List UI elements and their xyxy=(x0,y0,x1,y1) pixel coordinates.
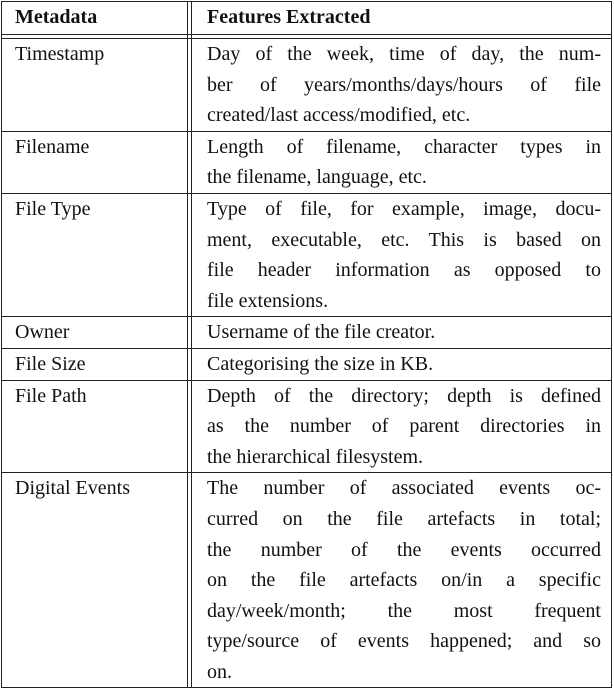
features-cell xyxy=(191,194,612,317)
metadata-cell: Timestamp xyxy=(1,39,188,132)
header-features: Features Extracted xyxy=(191,1,612,35)
table-row xyxy=(1,473,612,688)
features-line: Depth of the directory; depth is defined xyxy=(207,384,601,407)
table-row xyxy=(1,317,612,349)
metadata-features-table xyxy=(1,1,612,688)
features-cell xyxy=(191,39,612,132)
features-line: ber of years/months/days/hours of file xyxy=(207,73,601,96)
features-line: created/last access/modified, etc. xyxy=(207,104,471,127)
features-cell xyxy=(191,473,612,688)
features-line: file header information as opposed to xyxy=(207,259,601,282)
features-line: Categorising the size in KB. xyxy=(207,352,434,375)
table-row xyxy=(1,349,612,381)
features-line: Length of filename, character types in xyxy=(207,135,601,158)
features-line: the hierarchical filesystem. xyxy=(207,445,424,468)
features-line: Username of the file creator. xyxy=(207,321,436,344)
features-cell xyxy=(191,317,612,349)
features-cell xyxy=(191,349,612,381)
table-row xyxy=(1,132,612,194)
metadata-cell: File Path xyxy=(1,381,188,474)
features-line: on the file artefacts on/in a specific xyxy=(207,569,601,592)
table-row xyxy=(1,39,612,132)
features-line: day/week/month; the most frequent xyxy=(207,599,601,622)
features-line: the number of the events occurred xyxy=(207,538,601,561)
features-line: as the number of parent directories in xyxy=(207,415,601,438)
table-row xyxy=(1,194,612,317)
metadata-cell: Filename xyxy=(1,132,188,194)
table-header-row xyxy=(1,1,612,35)
features-line: The number of associated events oc- xyxy=(207,477,601,500)
metadata-cell: File Size xyxy=(1,349,188,381)
features-line: curred on the file artefacts in total; xyxy=(207,507,601,530)
features-line: the filename, language, etc. xyxy=(207,166,427,189)
features-line: Day of the week, time of day, the num- xyxy=(207,43,601,65)
features-cell xyxy=(191,381,612,474)
features-line: on. xyxy=(207,660,232,683)
features-line: file extensions. xyxy=(207,289,329,312)
features-line: Type of file, for example, image, docu- xyxy=(207,197,601,220)
features-line: ment, executable, etc. This is based on xyxy=(207,228,601,251)
features-cell xyxy=(191,132,612,194)
metadata-cell: Digital Events xyxy=(1,473,188,688)
metadata-cell: Owner xyxy=(1,317,188,349)
metadata-cell: File Type xyxy=(1,194,188,317)
features-line: type/source of events happened; and so xyxy=(207,630,601,653)
header-metadata: Metadata xyxy=(1,1,188,35)
table-row xyxy=(1,381,612,474)
